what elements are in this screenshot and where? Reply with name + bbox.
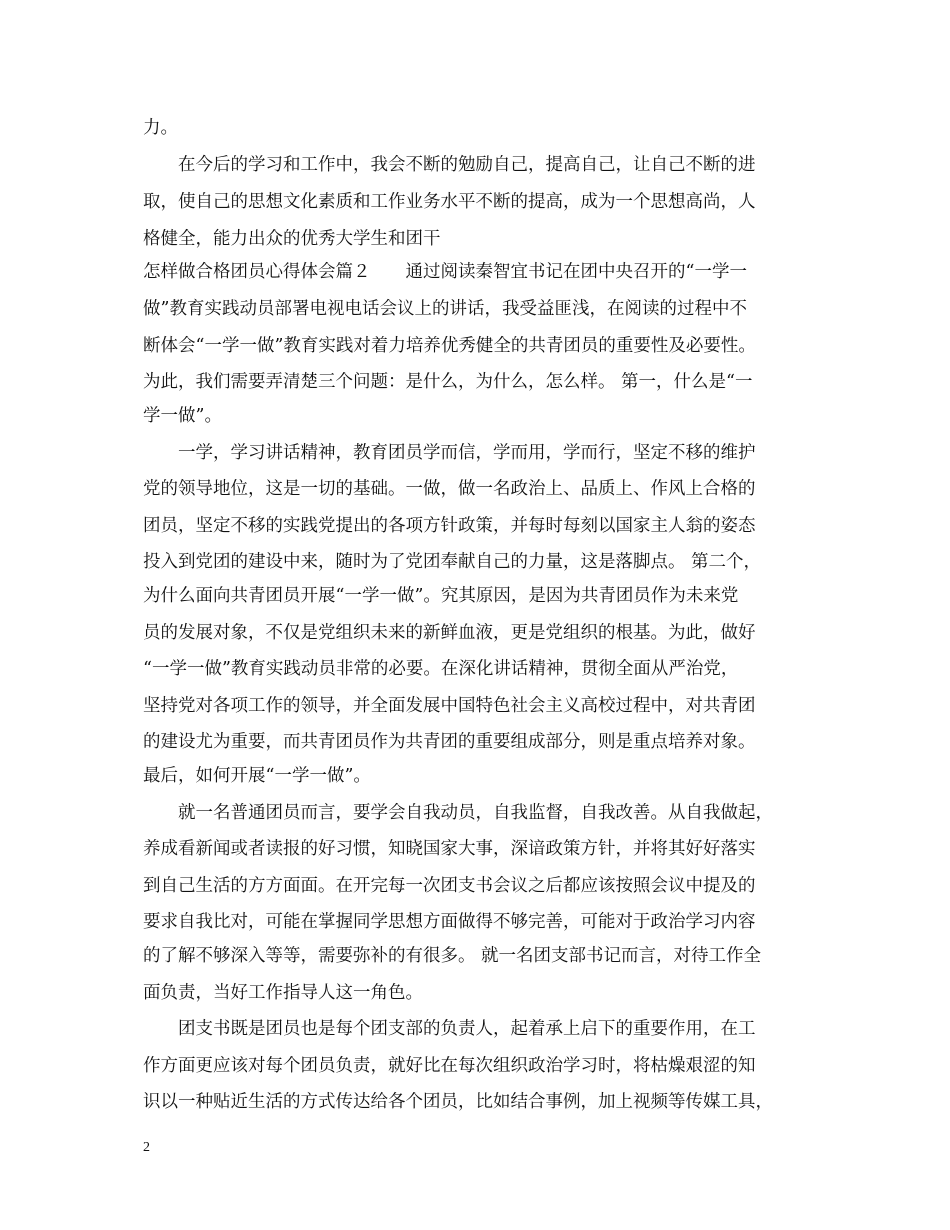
text-line: 投入到党团的建设中来，随时为了党团奉献自己的力量，这是落脚点。 第二个， (143, 552, 762, 572)
text-line: 的了解不够深入等等，需要弥补的有很多。 就一名团支部书记而言，对待工作全 (143, 946, 762, 966)
text-line: 断体会“一学一做”教育实践对着力培养优秀健全的共青团员的重要性及必要性。 (143, 336, 756, 356)
text-line: 力。 (143, 118, 178, 138)
text-line: 怎样做合格团员心得体会篇２ 通过阅读秦智宜书记在团中央召开的“一学一 (143, 262, 747, 282)
text-line: 作方面更应该对每个团员负责，就好比在每次组织政治学习时，将枯燥艰涩的知 (143, 1056, 756, 1076)
text-line: 到自己生活的方方面面。在开完每一次团支书会议之后都应该按照会议中提及的 (143, 876, 756, 896)
text-line: 坚持党对各项工作的领导，并全面发展中国特色社会主义高校过程中，对共青团 (143, 696, 756, 716)
text-line: 为此，我们需要弄清楚三个问题：是什么，为什么，怎么样。 第一，什么是“一 (143, 372, 753, 392)
text-line: “一学一做”教育实践动员非常的必要。在深化讲话精神，贯彻全面从严治党， (143, 659, 739, 679)
text-line: 一学，学习讲话精神，教育团员学而信，学而用，学而行，坚定不移的维护 (143, 443, 756, 463)
text-line: 最后，如何开展“一学一做”。 (143, 766, 371, 786)
text-line: 学一做”。 (143, 406, 222, 426)
text-line: 要求自我比对，可能在掌握同学思想方面做得不够完善，可能对于政治学习内容 (143, 912, 756, 932)
text-line: 就一名普通团员而言，要学会自我动员，自我监督，自我改善。从自我做起， (143, 803, 773, 823)
text-line: 员的发展对象，不仅是党组织未来的新鲜血液，更是党组织的根基。为此，做好 (143, 623, 756, 643)
page-number: 2 (143, 1140, 150, 1155)
text-line: 养成看新闻或者读报的好习惯，知晓国家大事，深谙政策方针，并将其好好落实 (143, 839, 756, 859)
text-line: 格健全，能力出众的优秀大学生和团干 (143, 229, 441, 249)
text-line: 面负责，当好工作指导人这一角色。 (143, 983, 423, 1003)
text-line: 团支书既是团员也是每个团支部的负责人，起着承上启下的重要作用，在工 (143, 1019, 756, 1039)
text-line: 识以一种贴近生活的方式传达给各个团员，比如结合事例，加上视频等传媒工具， (143, 1092, 773, 1112)
text-line: 在今后的学习和工作中，我会不断的勉励自己，提高自己，让自己不断的进 (143, 155, 756, 175)
text-line: 党的领导地位，这是一切的基础。一做，做一名政治上、品质上、作风上合格的 (143, 479, 756, 499)
text-line: 的建设尤为重要，而共青团员作为共青团的重要组成部分，则是重点培养对象。 (143, 732, 756, 752)
text-line: 做”教育实践动员部署电视电话会议上的讲话，我受益匪浅，在阅读的过程中不 (143, 299, 747, 319)
text-line: 取，使自己的思想文化素质和工作业务水平不断的提高，成为一个思想高尚，人 (143, 192, 756, 212)
text-line: 为什么面向共青团员开展“一学一做”。究其原因，是因为共青团员作为未来党 (143, 586, 739, 606)
text-line: 团员，坚定不移的实践党提出的各项方针政策，并每时每刻以国家主人翁的姿态 (143, 516, 756, 536)
